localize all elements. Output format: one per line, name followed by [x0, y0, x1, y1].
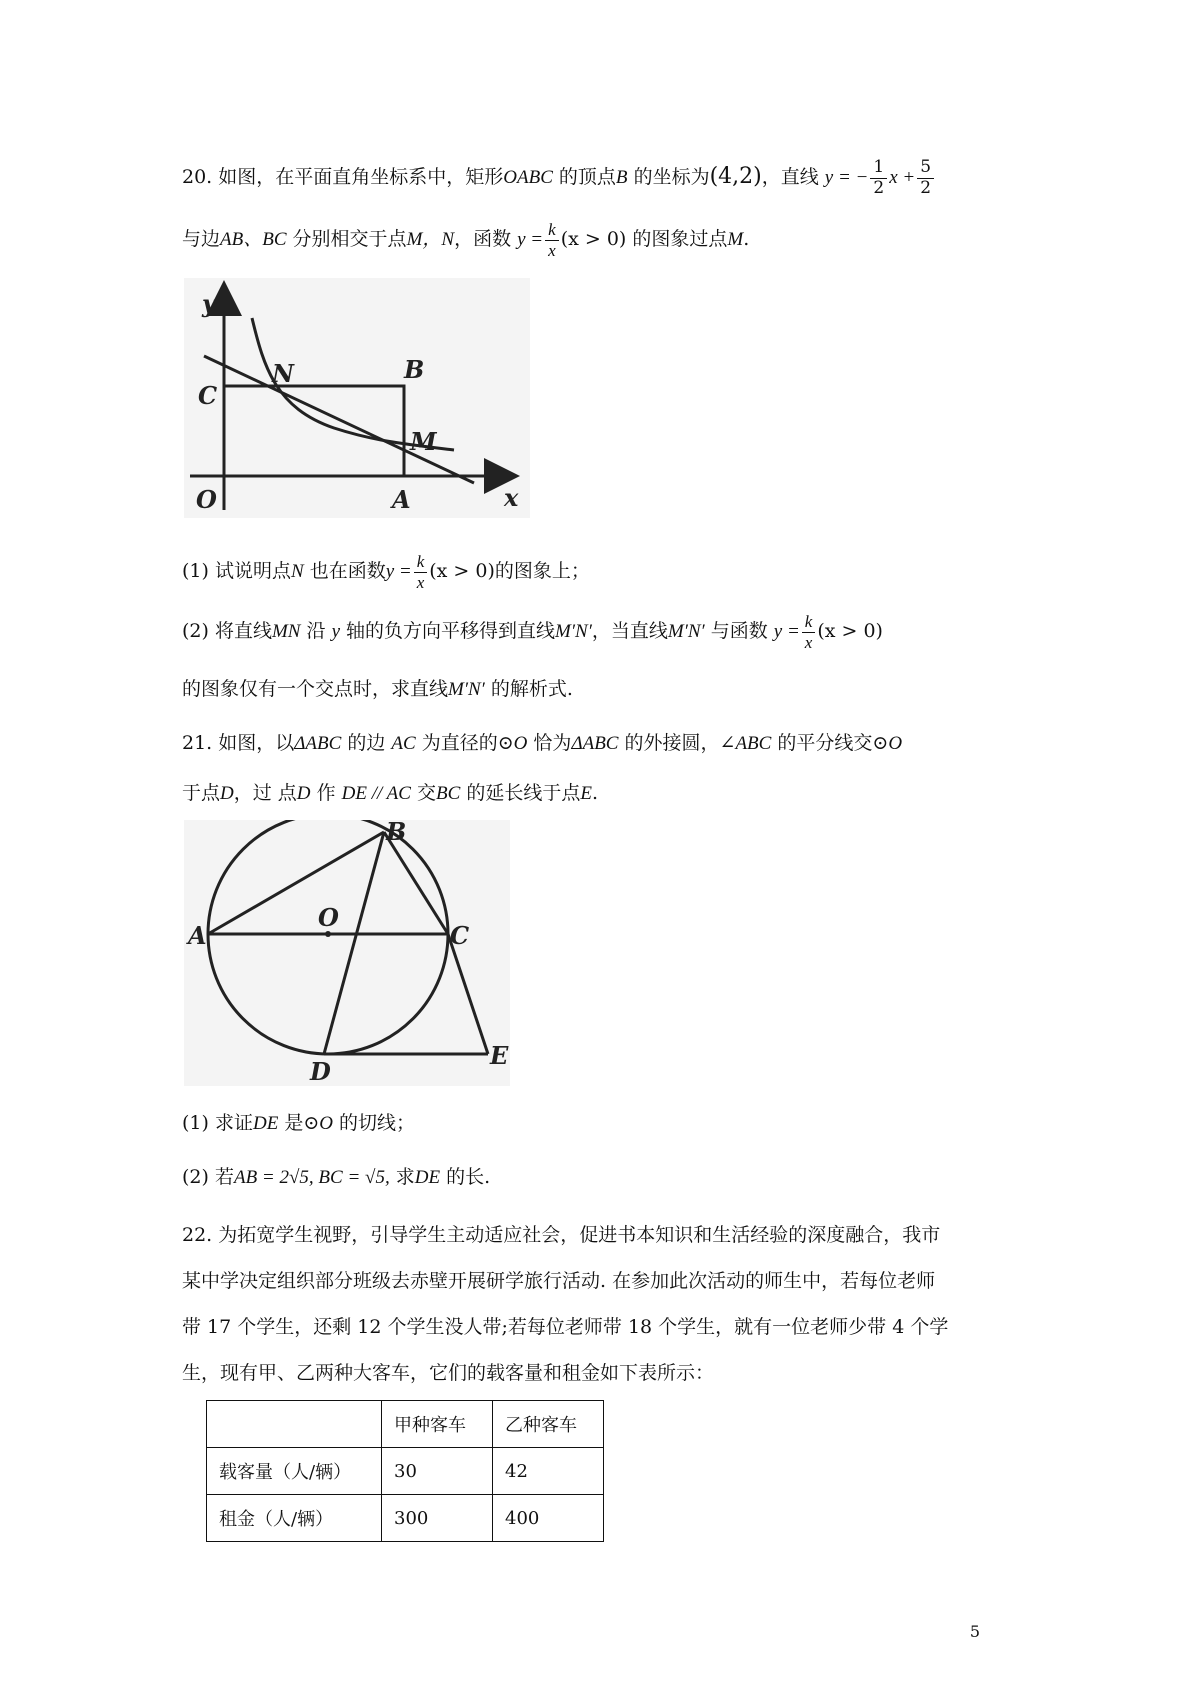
domain: (x > 0) — [429, 560, 495, 583]
figure-coordinate-rectangle — [184, 278, 530, 518]
line-name-m-n-prime: M′N′ — [667, 621, 705, 643]
fraction-k-x — [545, 220, 559, 260]
q21-text: 交 — [410, 782, 436, 804]
label-m: M — [410, 427, 437, 456]
q21-text: 恰为 — [527, 732, 572, 754]
point-e: E — [580, 783, 592, 804]
coords-b: (4,2) — [709, 164, 762, 190]
q21-line2 — [182, 784, 598, 803]
q21-text: 21. 如图，以 — [182, 732, 295, 754]
label-y: y — [202, 289, 216, 318]
q21-text: 求 — [389, 1166, 415, 1188]
q20-text: (1) 试说明点 — [182, 560, 291, 583]
point-n: N — [290, 561, 304, 583]
q20-text: 的坐标为 — [627, 166, 710, 189]
axis-y: y — [331, 621, 340, 643]
label-c: C — [198, 381, 218, 410]
circle-o: O — [513, 733, 528, 754]
de-parallel-ac: DE // AC — [341, 783, 411, 804]
q22-line2: 某中学决定组织部分班级去赤壁开展研学旅行活动. 在参加此次活动的师生中，若每位老师 — [182, 1270, 936, 1292]
func-y: y = — [517, 229, 544, 251]
circle-o: O — [319, 1113, 333, 1134]
frac-num: k — [802, 612, 816, 633]
point-m: M — [727, 229, 744, 251]
table-header-cell: 甲种客车 — [382, 1401, 493, 1448]
table-cell: 300 — [382, 1495, 493, 1542]
line-name-m-n-prime: M′N′ — [448, 679, 485, 700]
angle-abc: ∠ABC — [719, 733, 772, 754]
table-header-cell — [207, 1401, 382, 1448]
q20-part2 — [182, 612, 883, 652]
q21-text: 的边 — [341, 732, 392, 754]
q20-text: 分别相交于点 — [286, 228, 407, 251]
q22-line4: 生，现有甲、乙两种大客车，它们的载客量和租金如下表所示： — [182, 1362, 715, 1384]
line-lhs: y = − — [824, 167, 869, 189]
q20-text: . — [743, 228, 750, 251]
label-d: D — [310, 1057, 331, 1086]
q20-part2-cont — [182, 680, 573, 699]
q21-text: 的延长线于点 — [460, 782, 581, 804]
q21-text: (1) 求证 — [182, 1112, 253, 1134]
circle-o: O — [888, 733, 903, 754]
q22-line1: 22. 为拓宽学生视野，引导学生主动适应社会，促进书本知识和生活经验的深度融合，我市 — [182, 1224, 941, 1246]
label-e: E — [490, 1041, 509, 1070]
frac-num: 1 — [870, 158, 887, 179]
q21-text: . — [591, 782, 598, 804]
domain: (x > 0) — [560, 228, 627, 251]
line-name-mn: MN — [271, 621, 301, 643]
page-number: 5 — [969, 1622, 980, 1641]
table-header-cell: 乙种客车 — [493, 1401, 604, 1448]
segment-de-label: DE — [252, 1113, 279, 1134]
table-row — [207, 1448, 604, 1495]
fraction-k-x — [802, 612, 816, 652]
point-d: D — [296, 783, 311, 804]
rect-name: OABC — [503, 167, 553, 189]
q20-text: 的图象仅有一个交点时，求直线 — [182, 678, 449, 700]
segment-de-label: DE — [414, 1167, 441, 1188]
q20-text: ，函数 — [454, 228, 518, 251]
label-n: N — [272, 359, 294, 388]
func-y: y = — [773, 621, 800, 643]
label-a: A — [392, 485, 411, 514]
line-name-m-n-prime: M′N′ — [555, 621, 592, 643]
q21-part2 — [182, 1168, 490, 1187]
q20-line2 — [182, 220, 749, 260]
domain: (x > 0) — [817, 620, 883, 643]
label-c: C — [450, 921, 470, 950]
q20-text: 的解析式. — [484, 678, 573, 700]
q20-text: ，当直线 — [591, 620, 668, 643]
q20-text: 也在函数 — [303, 560, 386, 583]
table-row — [207, 1495, 604, 1542]
q20-text: 的顶点 — [552, 166, 616, 189]
q20-text: 的图象过点 — [626, 228, 728, 251]
q20-text: 的图象上； — [494, 560, 590, 583]
q21-text: 的长. — [440, 1166, 491, 1188]
label-a: A — [188, 921, 207, 950]
segment-bc: BC — [436, 783, 461, 804]
func-y: y = — [385, 561, 412, 583]
frac-den: 2 — [920, 177, 932, 198]
fraction-5-2 — [917, 158, 934, 198]
point-d: D — [220, 783, 234, 804]
segment-ac: AC — [391, 733, 416, 754]
frac-num: k — [414, 552, 428, 573]
table-header-row — [207, 1401, 604, 1448]
table-cell: 30 — [382, 1448, 493, 1495]
frac-den: x — [804, 632, 813, 652]
frac-num: k — [545, 220, 559, 241]
figure-circle-triangle — [184, 820, 510, 1086]
frac-den: 2 — [873, 177, 885, 198]
q20-text: 轴的负方向平移得到直线 — [340, 620, 556, 643]
sides: AB、BC — [220, 229, 287, 251]
fraction-1-2 — [870, 158, 887, 198]
q21-part1 — [182, 1114, 415, 1133]
table-cell: 租金（人/辆） — [207, 1495, 382, 1542]
label-o: O — [318, 903, 339, 932]
q20-line1 — [182, 158, 936, 198]
q20-text: 沿 — [300, 620, 332, 643]
vertex-b: B — [615, 167, 628, 189]
q21-line1 — [182, 734, 902, 753]
table-cell: 400 — [493, 1495, 604, 1542]
q20-text: ，直线 — [761, 166, 825, 189]
q20-part1 — [182, 552, 590, 592]
q21-text: 为直径的⊙ — [415, 732, 514, 754]
q20-text: 20. 如图，在平面直角坐标系中，矩形 — [182, 166, 504, 189]
q22-line3: 带 17 个学生，还剩 12 个学生没人带;若每位老师带 18 个学生，就有一位老师少带 4 个学 — [182, 1316, 949, 1338]
triangle-abc: ΔABC — [294, 733, 342, 754]
q20-text: 与边 — [182, 228, 221, 251]
q21-text: 的外接圆， — [618, 732, 720, 754]
label-x: x — [504, 483, 519, 512]
q21-text: 的平分线交⊙ — [771, 732, 889, 754]
frac-den: x — [548, 240, 556, 260]
q21-text: 于点 — [182, 782, 221, 804]
points-mn: M，N — [406, 229, 455, 251]
q21-text: (2) 若 — [182, 1166, 234, 1188]
triangle-abc: ΔABC — [571, 733, 619, 754]
label-o: O — [196, 485, 217, 514]
bus-rental-table — [206, 1400, 604, 1542]
q21-text: 是⊙ — [278, 1112, 320, 1134]
fraction-k-x — [414, 552, 428, 592]
given-lengths: AB = 2√5, BC = √5, — [233, 1167, 390, 1188]
table-cell: 42 — [493, 1448, 604, 1495]
table-cell: 载客量（人/辆） — [207, 1448, 382, 1495]
q20-text: (2) 将直线 — [182, 620, 272, 643]
frac-num: 5 — [917, 158, 934, 179]
label-b: B — [404, 355, 425, 384]
q20-text: 与函数 — [704, 620, 774, 643]
label-b: B — [386, 820, 407, 846]
q21-text: 的切线； — [333, 1112, 416, 1134]
line-mid: x + — [889, 167, 916, 189]
frac-den: x — [416, 572, 425, 592]
q21-text: 作 — [310, 782, 342, 804]
q21-text: ，过 点 — [233, 782, 297, 804]
